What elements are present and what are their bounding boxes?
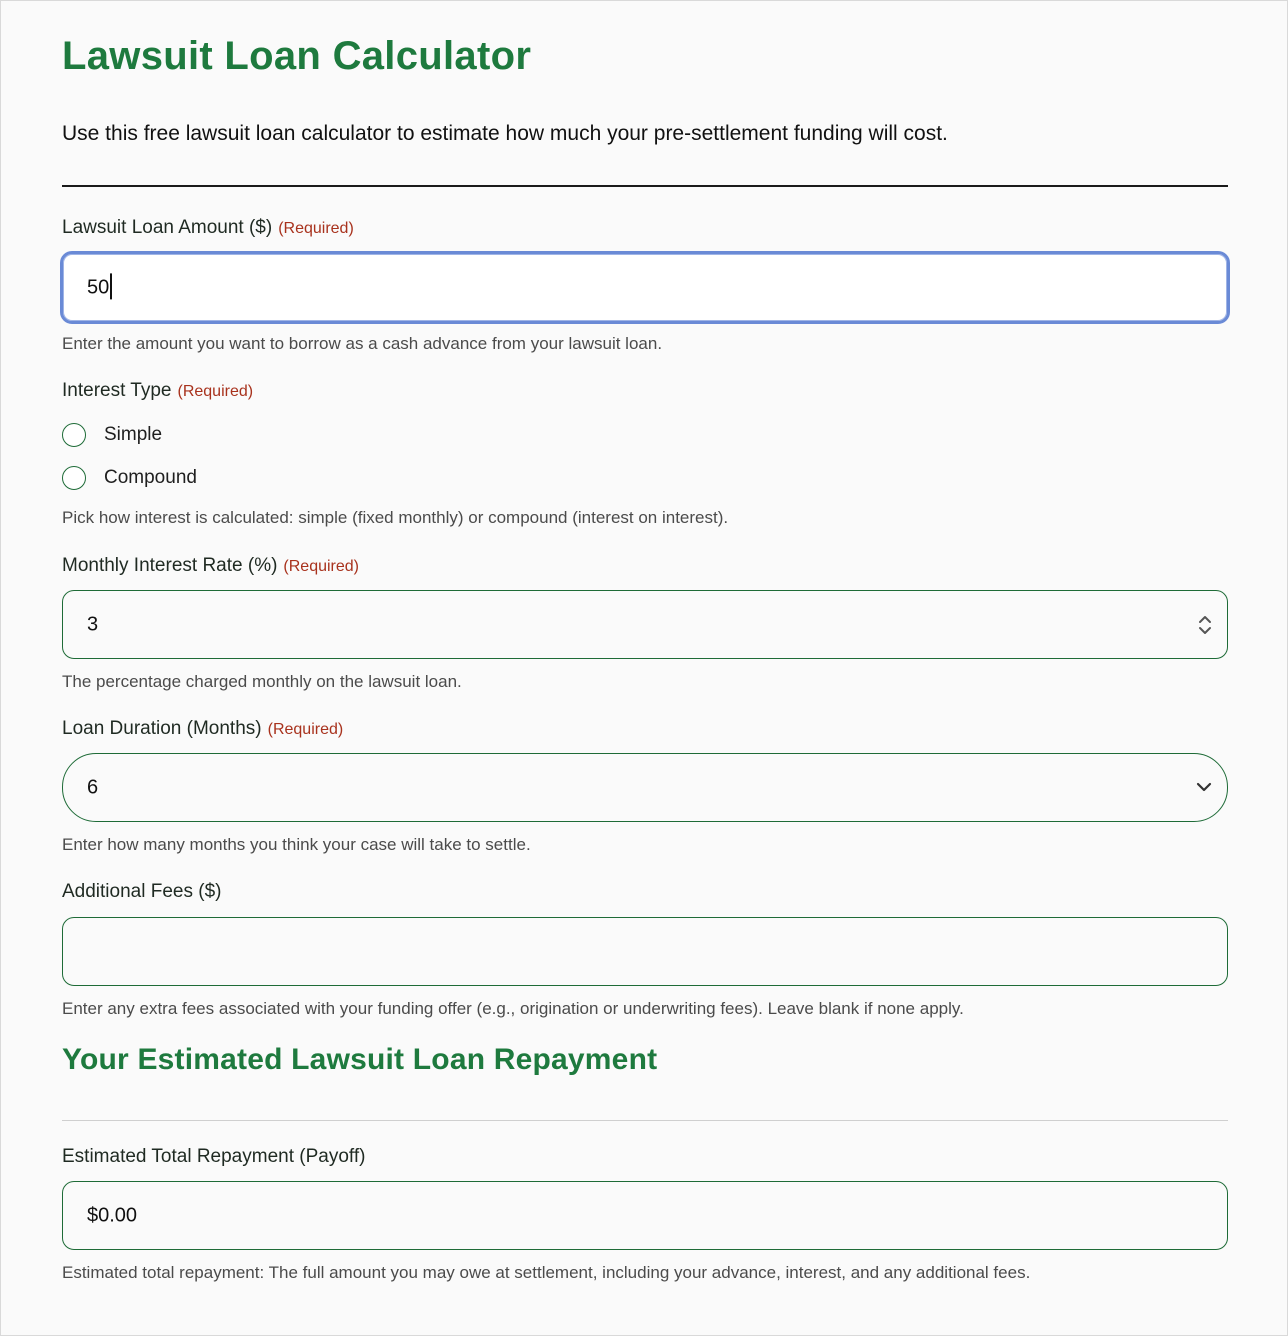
divider (62, 185, 1228, 187)
results-heading: Your Estimated Lawsuit Loan Repayment (62, 1043, 658, 1076)
loan-amount-value: 50 (87, 275, 110, 298)
interest-rate-label-text: Monthly Interest Rate (%) (62, 555, 278, 576)
radio-compound-label[interactable]: Compound (104, 467, 197, 488)
total-repayment-value: $0.00 (87, 1204, 138, 1226)
duration-help: Enter how many months you think your case will take to settle. (62, 835, 531, 854)
fees-help: Enter any extra fees associated with your funding offer (e.g., origination or underwriting fees). Leave blank if none apply. (62, 999, 964, 1018)
required-tag: (Required) (278, 220, 354, 237)
radio-compound-circle[interactable] (62, 466, 86, 490)
total-repayment-label: Estimated Total Repayment (Payoff) (62, 1146, 366, 1167)
results-divider (62, 1120, 1228, 1121)
total-repayment-output (62, 1181, 1228, 1250)
duration-select[interactable] (62, 753, 1228, 822)
page-title: Lawsuit Loan Calculator (62, 34, 532, 78)
interest-type-label-text: Interest Type (62, 380, 172, 401)
interest-type-help: Pick how interest is calculated: simple (fixed monthly) or compound (interest on interest). (62, 508, 729, 527)
interest-rate-value: 3 (87, 613, 99, 635)
loan-amount-input[interactable] (60, 251, 1230, 324)
fees-label: Additional Fees ($) (62, 881, 222, 902)
intro-text: Use this free lawsuit loan calculator to estimate how much your pre-settlement funding will cost. (62, 122, 948, 145)
radio-simple-circle[interactable] (62, 423, 86, 447)
chevron-down-icon[interactable] (1195, 780, 1213, 794)
interest-rate-label (62, 555, 359, 577)
interest-rate-help: The percentage charged monthly on the lawsuit loan. (62, 672, 462, 691)
radio-simple-label[interactable]: Simple (104, 424, 163, 445)
duration-label (62, 718, 343, 740)
required-tag: (Required) (283, 558, 360, 575)
number-spinner-icon[interactable] (1197, 613, 1213, 637)
text-caret (110, 273, 112, 299)
interest-rate-input[interactable] (62, 590, 1228, 659)
radio-option-simple[interactable] (62, 421, 162, 449)
interest-type-label (62, 380, 253, 402)
loan-amount-help: Enter the amount you want to borrow as a cash advance from your lawsuit loan. (62, 334, 663, 353)
radio-option-compound[interactable] (62, 464, 197, 492)
duration-label-text: Loan Duration (Months) (62, 718, 262, 739)
loan-amount-value-wrap (87, 276, 112, 299)
loan-amount-label-text: Lawsuit Loan Amount ($) (62, 217, 273, 238)
loan-amount-label (62, 217, 354, 239)
duration-value: 6 (87, 776, 99, 798)
required-tag: (Required) (267, 721, 344, 738)
required-tag: (Required) (177, 383, 254, 400)
total-repayment-help: Estimated total repayment: The full amount you may owe at settlement, including your advance, interest, and any additional fees. (62, 1263, 1031, 1282)
fees-input[interactable] (62, 917, 1228, 986)
